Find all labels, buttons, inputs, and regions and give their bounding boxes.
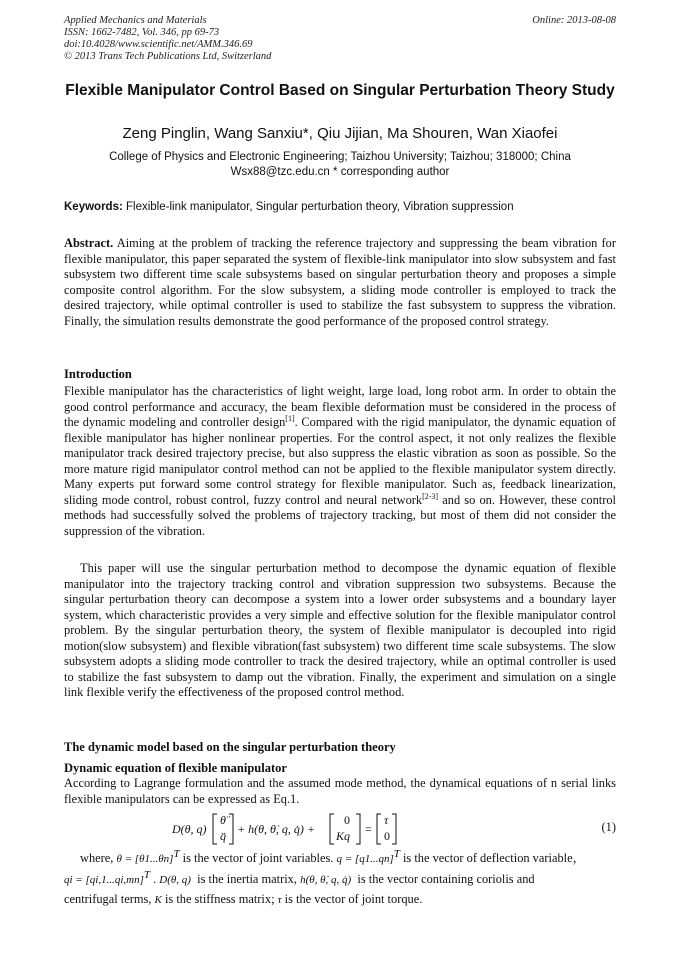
qi-vector: qi = [qi,1...qi,mn] bbox=[64, 874, 144, 886]
svg-text:q̈: q̈ bbox=[220, 829, 226, 843]
journal-name: Applied Mechanics and Materials bbox=[64, 15, 207, 26]
k-symbol: K bbox=[154, 894, 162, 906]
abstract-label: Abstract. bbox=[64, 236, 114, 250]
where-line-2: qi = $[qi,1...qi,mn]^T$ . D(θ, q) is the inertia matrix, h(θ, θ̇, q, q̇) is the vector containing coriolis and bbox=[64, 868, 535, 886]
svg-text:=: = bbox=[365, 822, 372, 836]
affiliation-block bbox=[64, 150, 616, 180]
where-line-1: where, $\theta = [\theta 1...\theta n]^T$ is the vector of joint variables. $q = [q1...qn]^T$ is the vector of deflection variable， bbox=[80, 847, 585, 865]
tau-symbol: τ bbox=[277, 894, 282, 906]
intro-p1-c: and so on. However, these control methods had successfully solved the problems of trajectory tracking, but most of them did not consider the suppression of the vibration. bbox=[64, 492, 616, 538]
journal-header bbox=[64, 15, 616, 63]
tau-desc: is the vector of joint torque. bbox=[284, 892, 423, 906]
h-symbol: h(θ, θ̇, q, q̇) bbox=[300, 874, 352, 886]
citation-1[interactable]: [1] bbox=[285, 413, 295, 423]
inertia-desc: is the inertia matrix, bbox=[197, 872, 297, 886]
svg-text:τ: τ bbox=[384, 813, 389, 827]
keywords-label: Keywords: bbox=[64, 201, 123, 213]
abstract bbox=[64, 236, 616, 329]
author-list: Zeng Pinglin, Wang Sanxiu*, Qiu Jijian, Ma Shouren, Wan Xiaofei bbox=[122, 125, 558, 142]
svg-text:+ h(θ, θ̇, q, q̇) +: + h(θ, θ̇, q, q̇) + bbox=[237, 822, 315, 836]
issn-line: ISSN: 1662-7482, Vol. 346, pp 69-73 bbox=[64, 27, 220, 38]
where-word: where, bbox=[80, 851, 114, 865]
equation-1-graphic bbox=[64, 808, 616, 848]
online-date: Online: 2013-08-08 bbox=[532, 15, 616, 26]
email-line: Wsx88@tzc.edu.cn * corresponding author bbox=[230, 166, 450, 178]
svg-text:θ̈: θ̈ bbox=[220, 813, 226, 827]
paper-title: Flexible Manipulator Control Based on Singular Perturbation Theory Study bbox=[65, 82, 615, 99]
section2-paragraph: According to Lagrange formulation and the assumed mode method, the dynamical equations of n serial links flexible manipulators can be expressed as Eq.1. bbox=[64, 776, 616, 806]
doi-line: doi:10.4028/www.scientific.net/AMM.346.69 bbox=[64, 39, 253, 50]
svg-text:D(θ, q): D(θ, q) bbox=[172, 822, 207, 836]
citation-2-3[interactable]: [2-3] bbox=[422, 491, 439, 501]
keywords bbox=[64, 200, 616, 214]
keywords-text: Flexible-link manipulator, Singular perturbation theory, Vibration suppression bbox=[126, 201, 514, 213]
copyright-line: © 2013 Trans Tech Publications Ltd, Switzerland bbox=[64, 51, 272, 62]
q-desc: is the vector of deflection variable， bbox=[402, 851, 585, 865]
where-line-3 bbox=[64, 892, 616, 909]
theta-vector: θ = [θ1...θn] bbox=[116, 853, 174, 865]
equation-1 bbox=[64, 808, 616, 848]
svg-text:Kq: Kq bbox=[336, 829, 351, 843]
centrifugal-text: centrifugal terms, bbox=[64, 892, 152, 906]
section2-heading: The dynamic model based on the singular perturbation theory bbox=[64, 740, 396, 754]
intro-paragraph-2: This paper will use the singular perturbation method to decompose the dynamic equation of flexible manipulator into the trajectory tracking control and vibration suppression two subsystems. Because the singular perturbation theory can decompose a system into a lower order subsystems and a boundary layer system, which characteristic provides a very simple and effective solution for the flexible manipulator control problem. By the singular perturbation theory, the system of flexible manipulator is decoupled into rigid motion(slow subsystem) and flexible vibration(fast subsystem) two different time scale subsystems. The slow subsystem adopts a sliding mode controller to track the desired trajectory, while an optimal controller is used to stabilize the fast subsystem to damp out the vibration. Finally, the experiment and simulation on a single link flexible verify the effectiveness of the proposed control method. bbox=[64, 561, 616, 699]
theta-desc: is the vector of joint variables. bbox=[182, 851, 334, 865]
k-desc: is the stiffness matrix; bbox=[164, 892, 275, 906]
section2-subheading: Dynamic equation of flexible manipulator bbox=[64, 761, 287, 775]
affiliation: College of Physics and Electronic Engineering; Taizhou University; Taizhou; 318000; China bbox=[109, 151, 571, 163]
intro-p1-b: . Compared with the rigid manipulator, the dynamic equation of flexible manipulator has higher nonlinear properties. For the control aspect, it not only realizes the flexible manipulator track desired trajectory precise, but also suppress the elastic vibration as soon as possible. So the more mature rigid manipulator control method can not be applied to the flexible manipulator system directly. Many experts put forward some control strategy for flexible manipulator. Such as, feedback linearization, sliding mode control, robust control, fuzzy control and neural network bbox=[64, 415, 617, 507]
svg-text:0: 0 bbox=[384, 829, 390, 843]
q-vector: q = [q1...qn] bbox=[336, 853, 394, 865]
intro-paragraph-1 bbox=[64, 384, 616, 539]
svg-text:0: 0 bbox=[344, 813, 350, 827]
abstract-text: Aiming at the problem of tracking the reference trajectory and suppressing the beam vibration for flexible manipulator, this paper separated the system of flexible-link manipulator into slow subsystem and fast subsystem two different time scale subsystems based on singular perturbation theory and proposes a simple composite control algorithm. For the slow subsystem, a sliding mode controller is employed to track the desired trajectory, while optimal controller is used to stabilize the fast subsystem to suppress the vibration. Finally, the simulation results demonstrate the good performance of the proposed control strategy. bbox=[64, 236, 617, 328]
inertia-symbol: D(θ, q) bbox=[159, 874, 191, 886]
intro-p1-a: Flexible manipulator has the characteristics of light weight, large load, long robot arm. In order to obtain the good control performance and accuracy, the beam flexible deformation must be considered in the process of the dynamic modeling and controller design bbox=[64, 384, 616, 429]
intro-heading: Introduction bbox=[64, 367, 132, 381]
equation-number: (1) bbox=[601, 820, 616, 834]
